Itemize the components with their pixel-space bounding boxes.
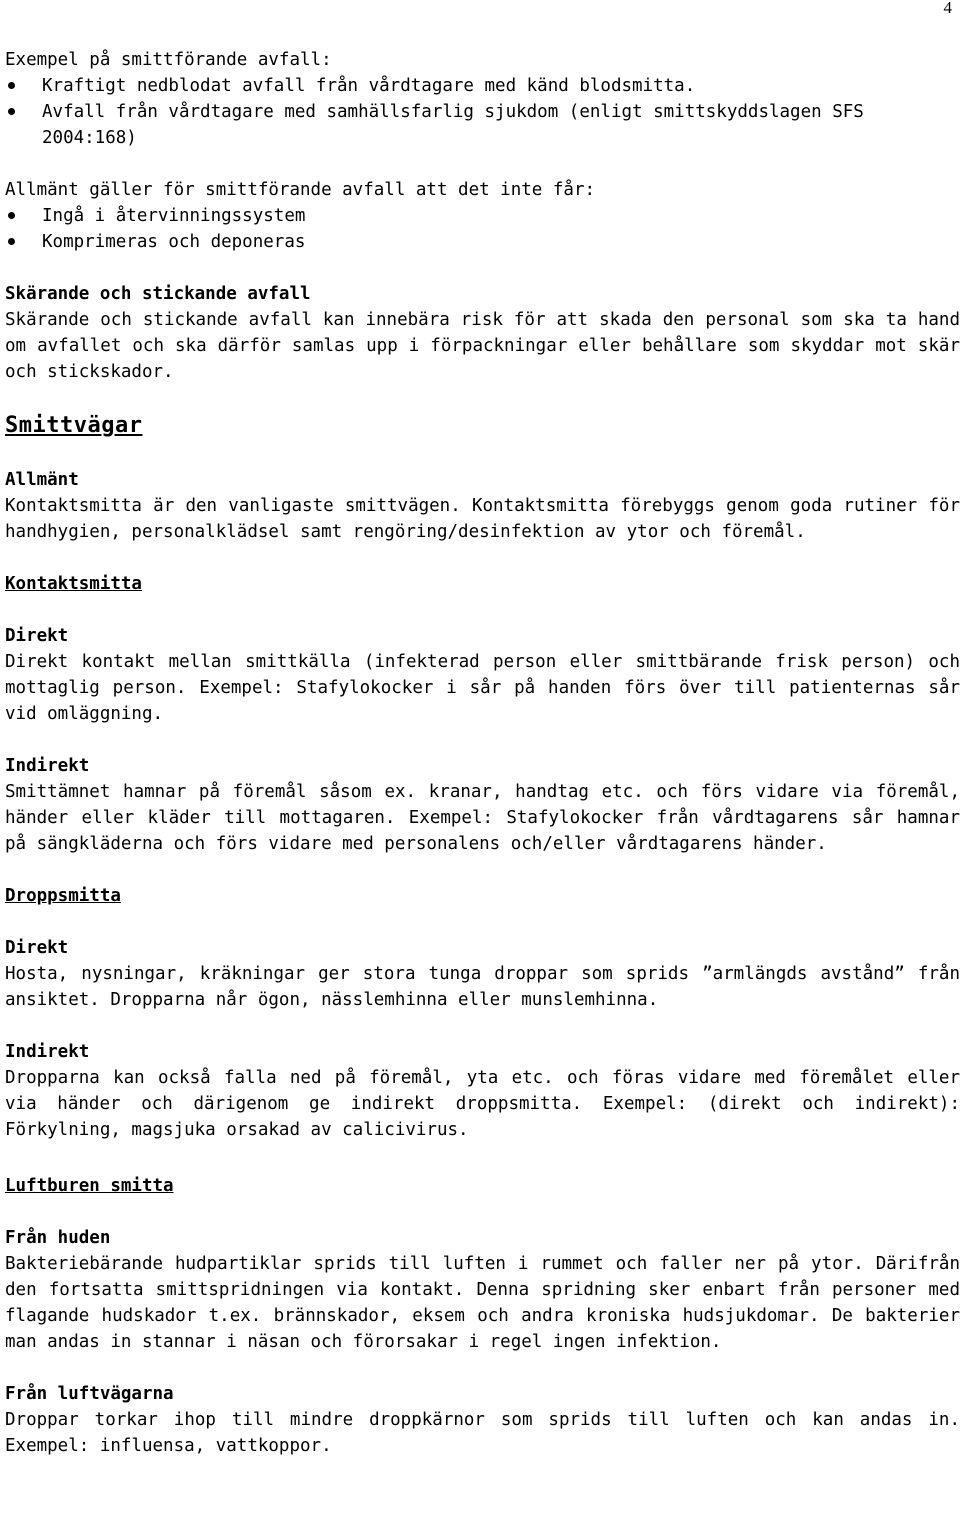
droppsmitta-indirect-text: Dropparna kan också falla ned på föremål, yta etc. och föras vidare med föremålet eller via händer och därigenom ge indirekt droppsmitta. Exempel: (direkt och indirekt): Förkylning, magsjuka orsakad av calicivirus.	[5, 1068, 960, 1140]
bullet-icon	[8, 212, 15, 219]
luftburen-skin-text: Bakteriebärande hudpartiklar sprids till luften i rummet och faller ner på ytor. Därifrån den fortsatta smittspridningen via kontakt. Denna spridning sker enbart från personer med flagande hudskador t.ex. brännskador, eksem och andra kroniska hudsjukdomar. De bakterier man andas in stannar i näsan och förorsakar i regel ingen infektion.	[5, 1254, 960, 1352]
droppsmitta-indirect-heading: Indirekt	[5, 1042, 90, 1062]
luftburen-airway-heading: Från luftvägarna	[5, 1384, 174, 1404]
list-item: Ingå i återvinningssystem	[5, 203, 960, 229]
kontaktsmitta-indirect-heading: Indirekt	[5, 756, 90, 776]
smittvagar-general-text: Kontaktsmitta är den vanligaste smittvägen. Kontaktsmitta förebyggs genom goda rutiner för handhygien, personalklädsel samt rengöring/desinfektion av ytor och föremål.	[5, 496, 960, 542]
kontaktsmitta-heading: Kontaktsmitta	[5, 574, 142, 594]
general-rules-list	[5, 203, 960, 255]
bullet-icon	[8, 82, 15, 89]
bullet-icon	[8, 238, 15, 245]
list-item: Avfall från vårdtagare med samhällsfarlig sjukdom (enligt smittskyddslagen SFS 2004:168)	[5, 99, 960, 151]
bullet-icon	[8, 108, 15, 115]
smittvagar-heading: Smittvägar	[5, 413, 143, 438]
kontaktsmitta-indirect-text: Smittämnet hamnar på föremål såsom ex. kranar, handtag etc. och förs vidare via föremål, händer eller kläder till mottagaren. Exempel: Stafylokocker från vårdtagarens sår hamnar på sängkläderna och förs vidare med personalens och/eller vårdtagarens händer.	[5, 782, 960, 854]
droppsmitta-direct-text: Hosta, nysningar, kräkningar ger stora tunga droppar som sprids ”armlängds avstånd” från ansiktet. Dropparna når ögon, nässlemhinna eller munslemhinna.	[5, 964, 960, 1010]
droppsmitta-heading: Droppsmitta	[5, 886, 121, 906]
sharps-heading: Skärande och stickande avfall	[5, 284, 311, 304]
smittvagar-general-heading: Allmänt	[5, 470, 79, 490]
infectious-examples-list	[5, 73, 960, 151]
luftburen-heading: Luftburen smitta	[5, 1176, 174, 1196]
document-body	[5, 47, 960, 1459]
general-rules-title: Allmänt gäller för smittförande avfall att det inte får:	[5, 180, 596, 200]
luftburen-airway-text: Droppar torkar ihop till mindre droppkärnor som sprids till luften och kan andas in. Exempel: influensa, vattkoppor.	[5, 1410, 960, 1456]
kontaktsmitta-direct-heading: Direkt	[5, 626, 69, 646]
droppsmitta-direct-heading: Direkt	[5, 938, 69, 958]
kontaktsmitta-direct-text: Direkt kontakt mellan smittkälla (infekterad person eller smittbärande frisk person) och mottaglig person. Exempel: Stafylokocker i sår på handen förs över till patienternas sår vid omläggning.	[5, 652, 960, 724]
infectious-examples-title: Exempel på smittförande avfall:	[5, 50, 332, 70]
list-item: Komprimeras och deponeras	[5, 229, 960, 255]
page-number: 4	[943, 0, 952, 17]
luftburen-skin-heading: Från huden	[5, 1228, 111, 1248]
list-item: Kraftigt nedblodat avfall från vårdtagare med känd blodsmitta.	[5, 73, 960, 99]
sharps-text: Skärande och stickande avfall kan innebära risk för att skada den personal som ska ta hand om avfallet och ska därför samlas upp i förpackningar eller behållare som skyddar mot skär och stickskador.	[5, 310, 960, 382]
